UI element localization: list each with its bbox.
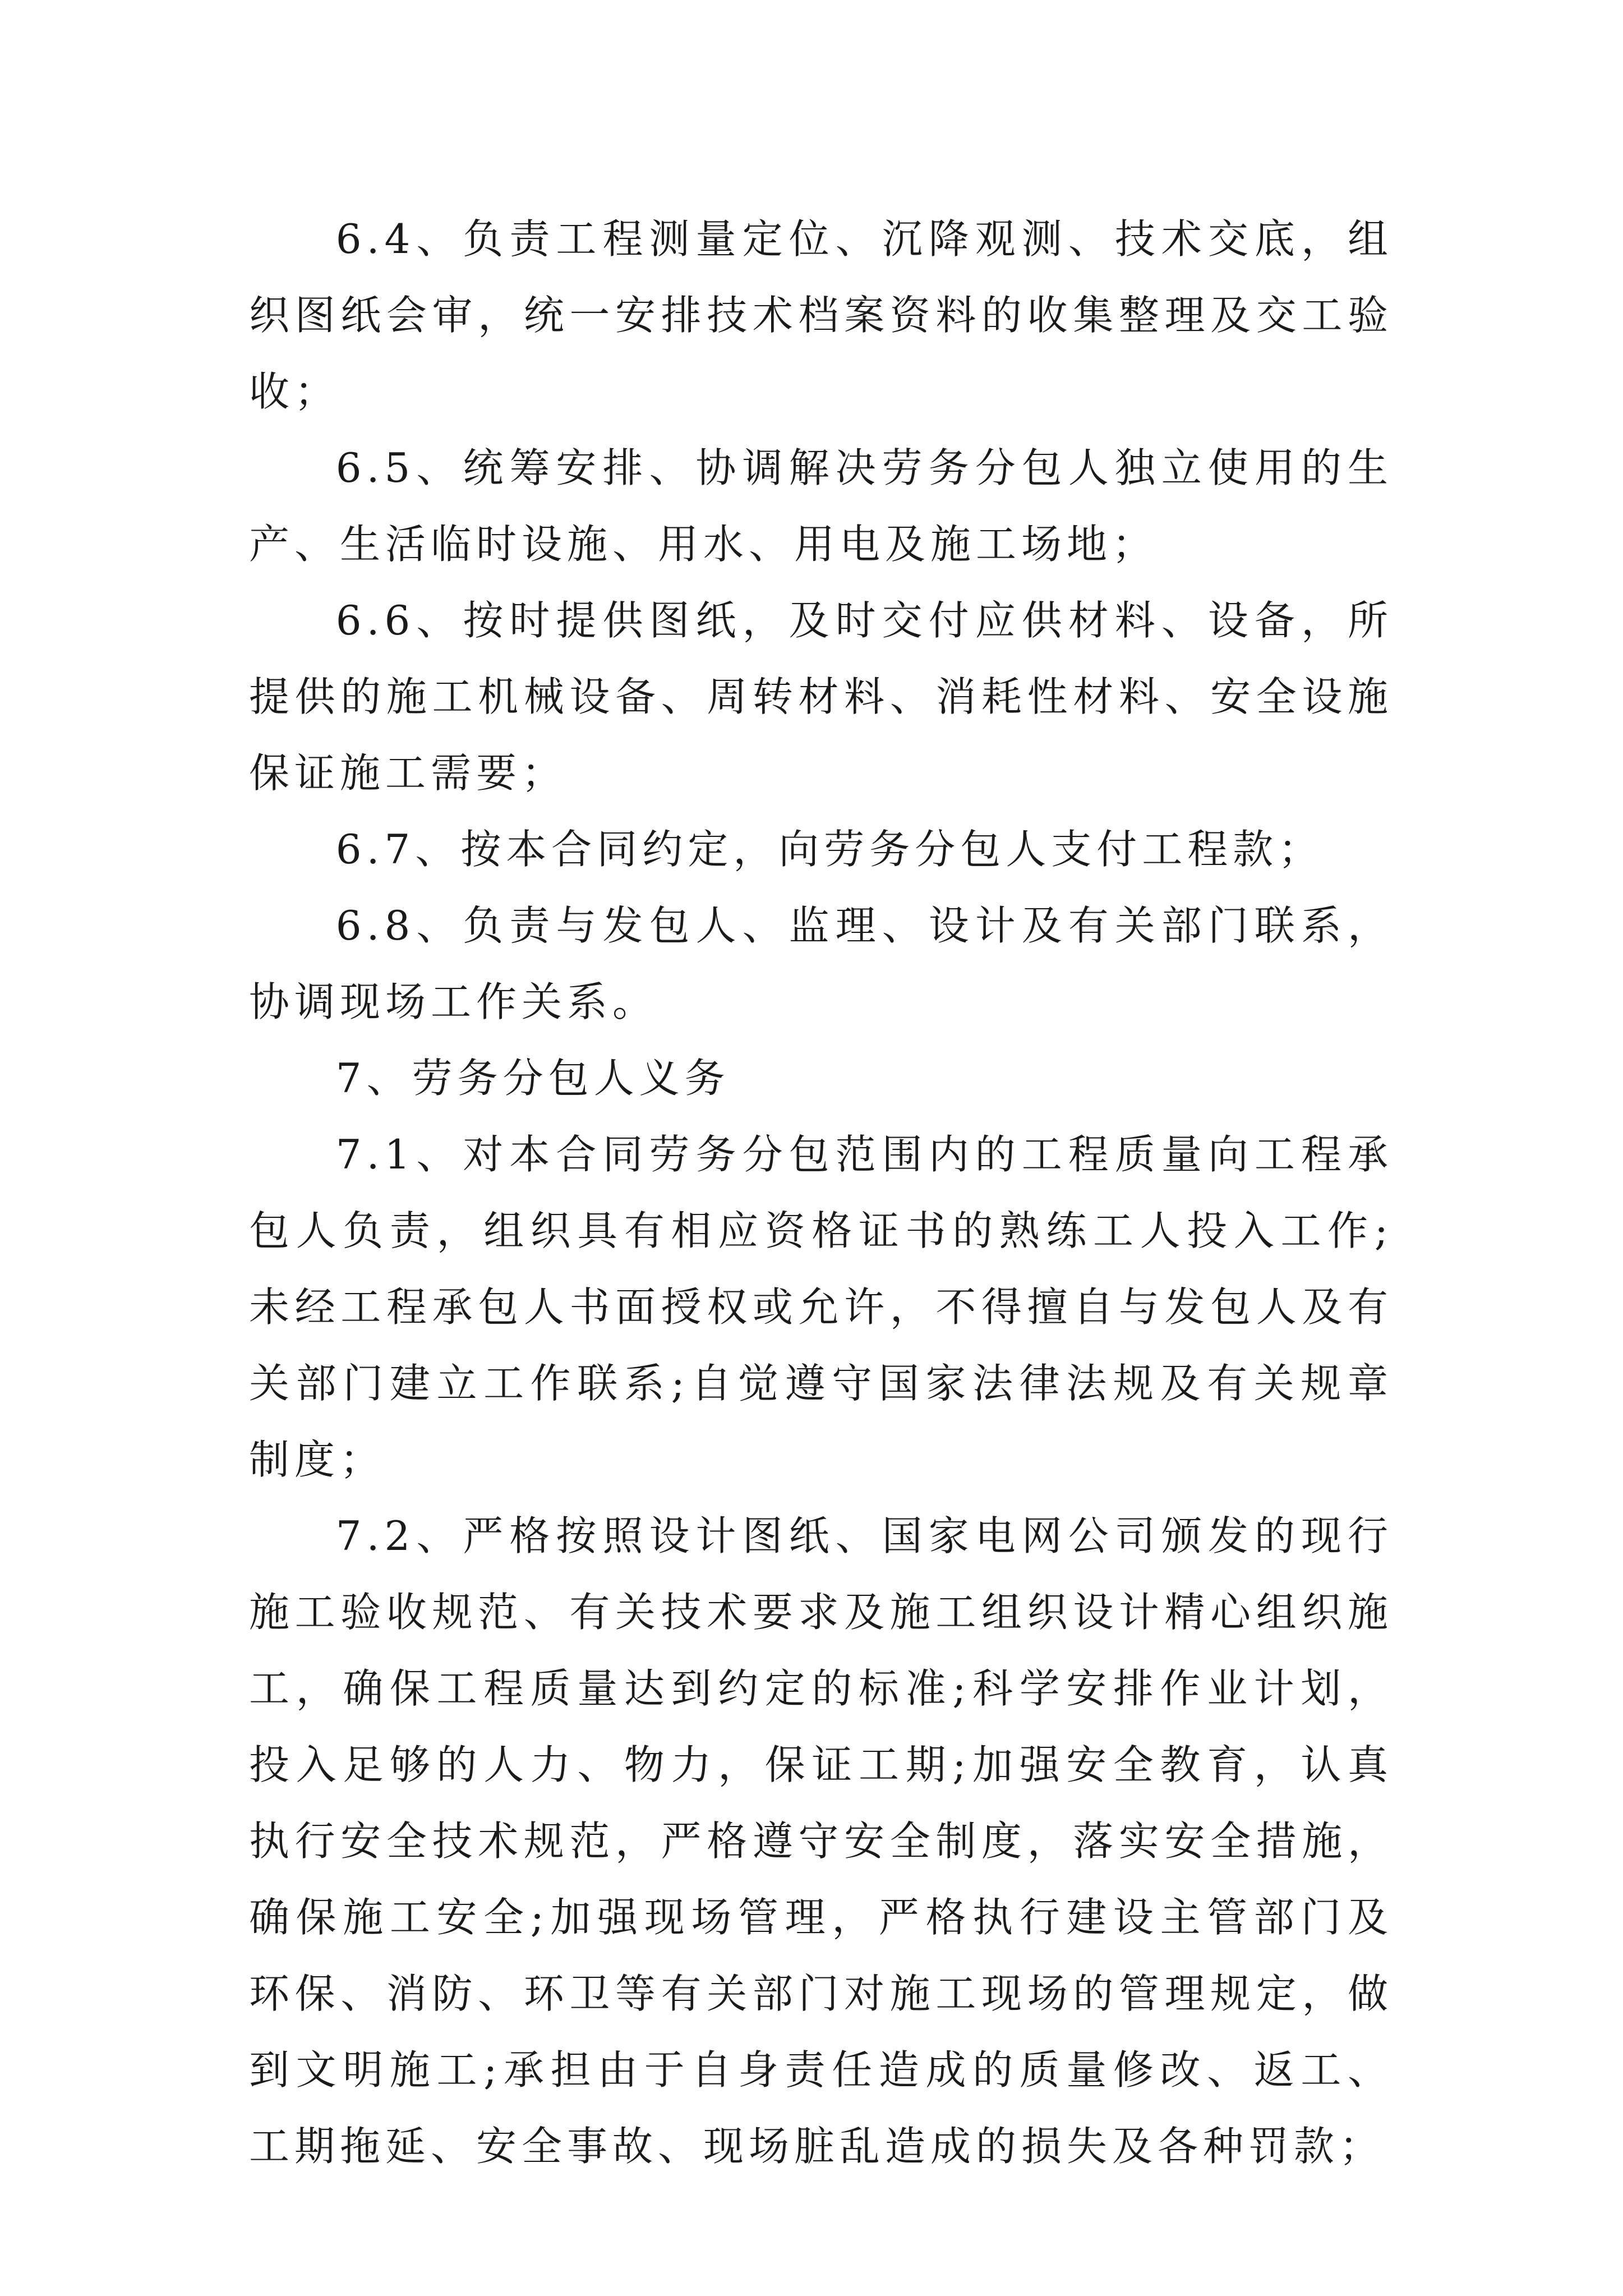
paragraph-6-7: 6.7、按本合同约定，向劳务分包人支付工程款； <box>335 826 1324 873</box>
paragraph-6-6: 6.6、按时提供图纸，及时交付应供材料、设备，所提供的施工机械设备、周转材料、消耗性材料、安全设施保证施工需要； <box>249 597 1393 797</box>
paragraph-6-5: 6.5、统筹安排、协调解决劳务分包人独立使用的生产、生活临时设施、用水、用电及施工场地； <box>249 444 1393 568</box>
paragraph-7-1: 7.1、对本合同劳务分包范围内的工程质量向工程承包人负责，组织具有相应资格证书的熟练工人投入工作;未经工程承包人书面授权或允许，不得擅自与发包人及有关部门建立工作联系;自觉遵守国家法律法规及有关规章制度； <box>249 1131 1393 1483</box>
document-body <box>249 201 1393 2184</box>
paragraph-7-2: 7.2、严格按照设计图纸、国家电网公司颁发的现行施工验收规范、有关技术要求及施工组织设计精心组织施工，确保工程质量达到约定的标准;科学安排作业计划，投入足够的人力、物力，保证工期;加强安全教育，认真执行安全技术规范，严格遵守安全制度，落实安全措施，确保施工安全;加强现场管理，严格执行建设主管部门及环保、消防、环卫等有关部门对施工现场的管理规定，做到文明施工;承担由于自身责任造成的质量修改、返工、工期拖延、安全事故、现场脏乱造成的损失及各种罚款； <box>249 1512 1393 2170</box>
paragraph-6-4: 6.4、负责工程测量定位、沉降观测、技术交底，组织图纸会审，统一安排技术档案资料的收集整理及交工验收； <box>249 215 1393 415</box>
paragraph-6-8: 6.8、负责与发包人、监理、设计及有关部门联系，协调现场工作关系。 <box>249 902 1393 1025</box>
section-heading-7: 7、劳务分包人义务 <box>335 1055 730 1102</box>
